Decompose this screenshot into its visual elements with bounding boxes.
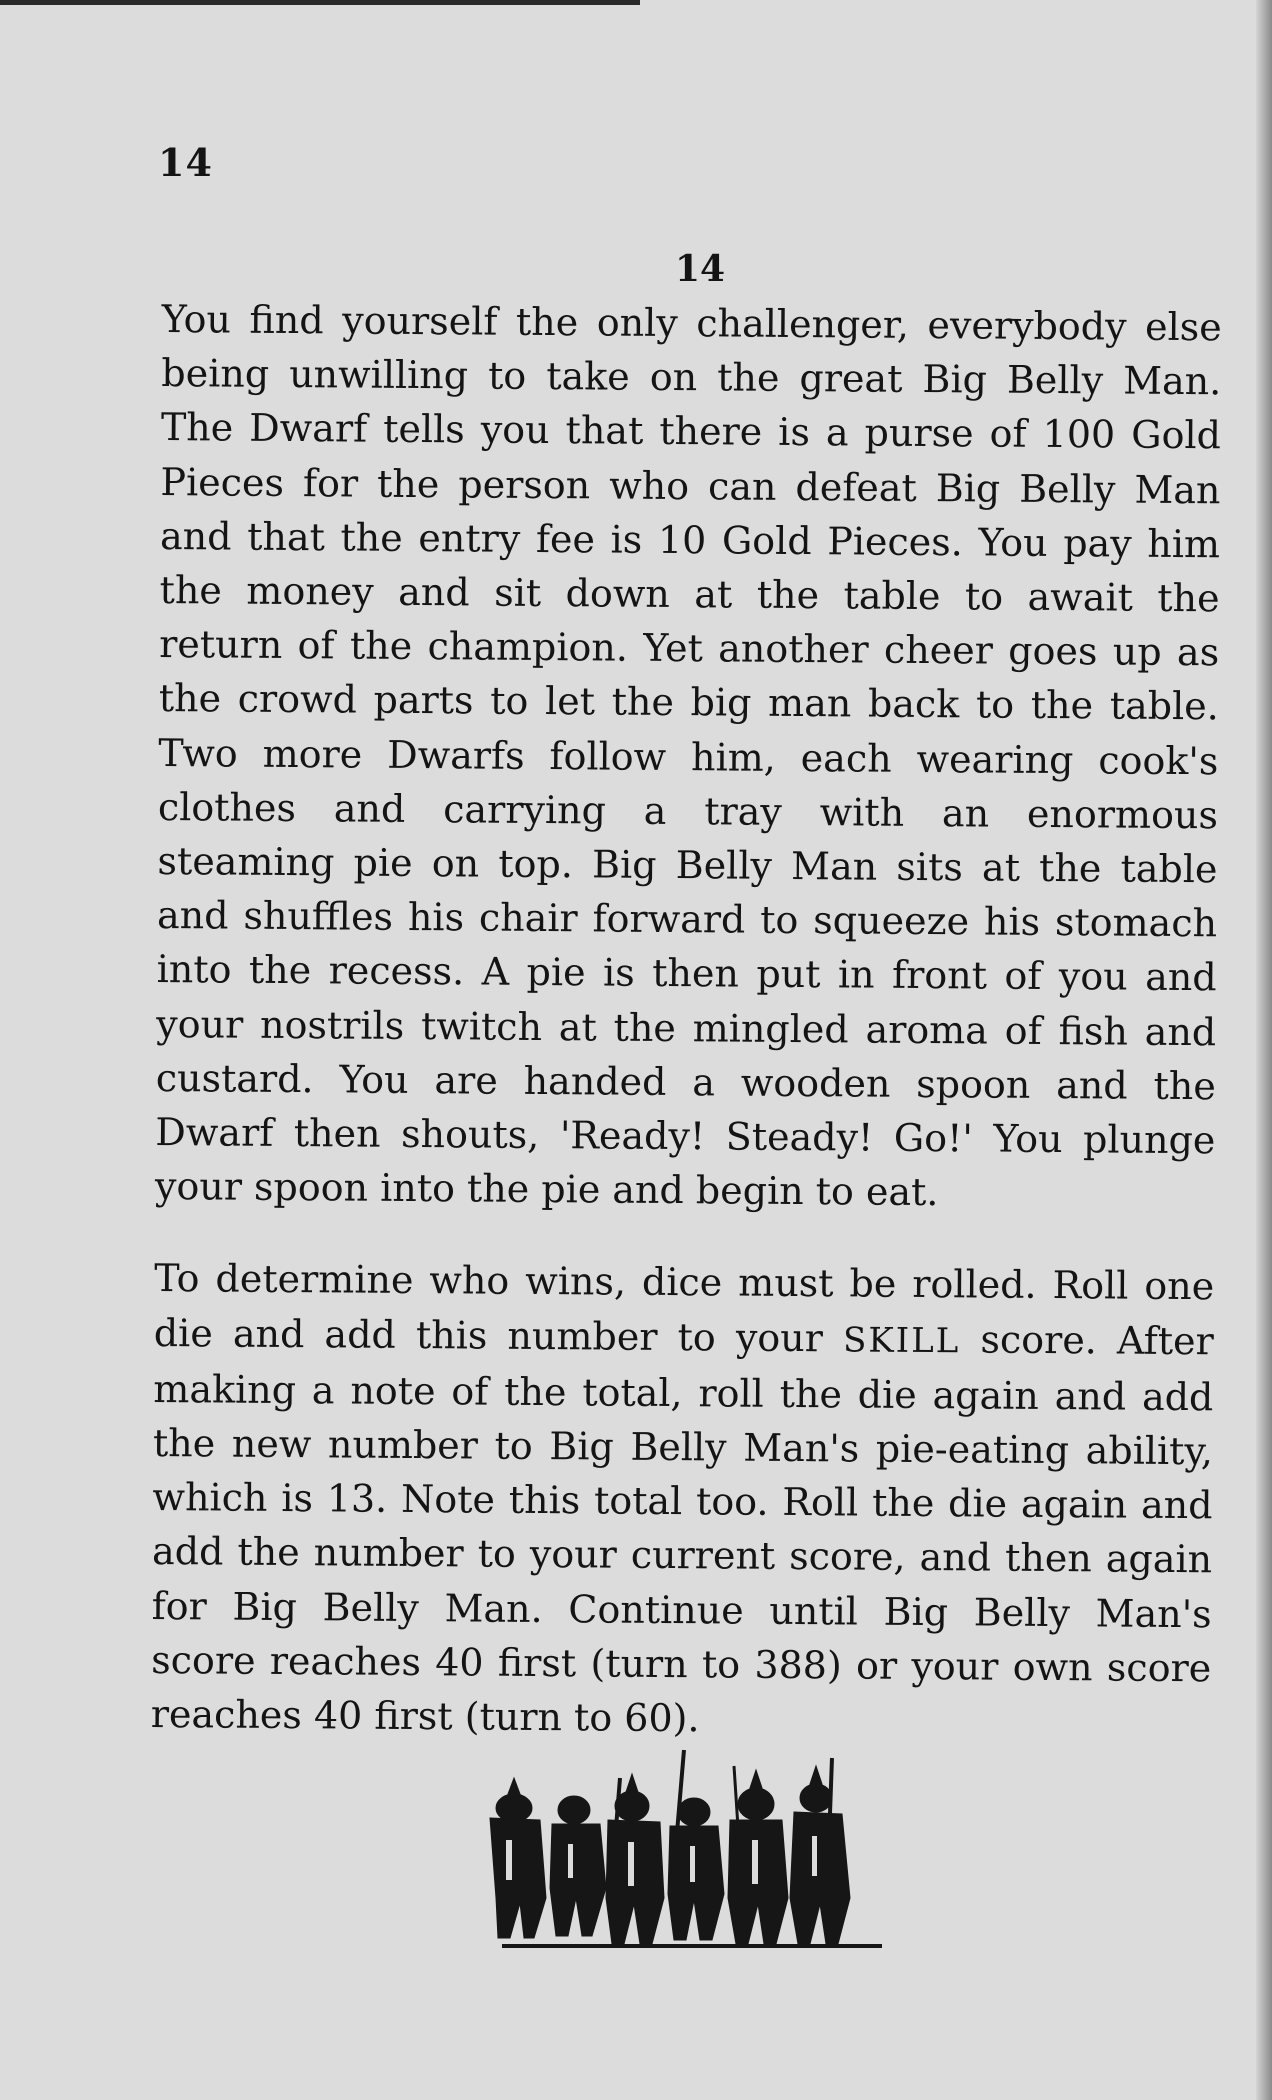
page-right-edge-shadow xyxy=(1256,0,1272,2100)
section-body xyxy=(151,292,1222,1750)
paragraph-story: You find yourself the only challenger, everybody else being unwilling to take on the great Big Belly Man. The Dwarf tells you that there is a purse of 100 Gold Pieces for the person who can defeat Big Belly Man and that the entry fee is 10 Gold Pieces. You pay him the money and sit down at the table to await the return of the champion. Yet another cheer goes up as the crowd parts to let the big man back to the table. Two more Dwarfs follow him, each wearing cook's clothes and carrying a tray with an enormous steaming pie on top. Big Belly Man sits at the table and shuffles his chair forward to squeeze his stomach into the recess. A pie is then put in front of you and your nostrils twitch at the mingled aroma of fish and custard. You are handed a wooden spoon and the Dwarf then shouts, 'Ready! Steady! Go!' You plunge your spoon into the pie and begin to eat. xyxy=(154,296,1222,1215)
skill-term: SKILL xyxy=(842,1320,961,1361)
section-number: 14 xyxy=(674,248,726,290)
rules-text-after: score. After making a note of the total, roll the die again and add the new number to Big Belly Man's pie-eating ability, which is 13. Note this total too. Roll the die again and add the number to your current score, and then again for Big Belly Man. Continue until Big Belly Man's score reaches 40 first (turn to 388) or your own score reaches 40 first (turn to 60). xyxy=(150,1316,1214,1741)
dwarf-band-illustration-icon xyxy=(472,1748,892,1958)
rules-text-before: To determine who wins, dice must be rolled. Roll one die and add this number to your xyxy=(153,1256,1215,1361)
page-top-edge xyxy=(0,0,640,5)
paragraph-rules xyxy=(151,1251,1215,1749)
page-number: 14 xyxy=(158,140,213,185)
